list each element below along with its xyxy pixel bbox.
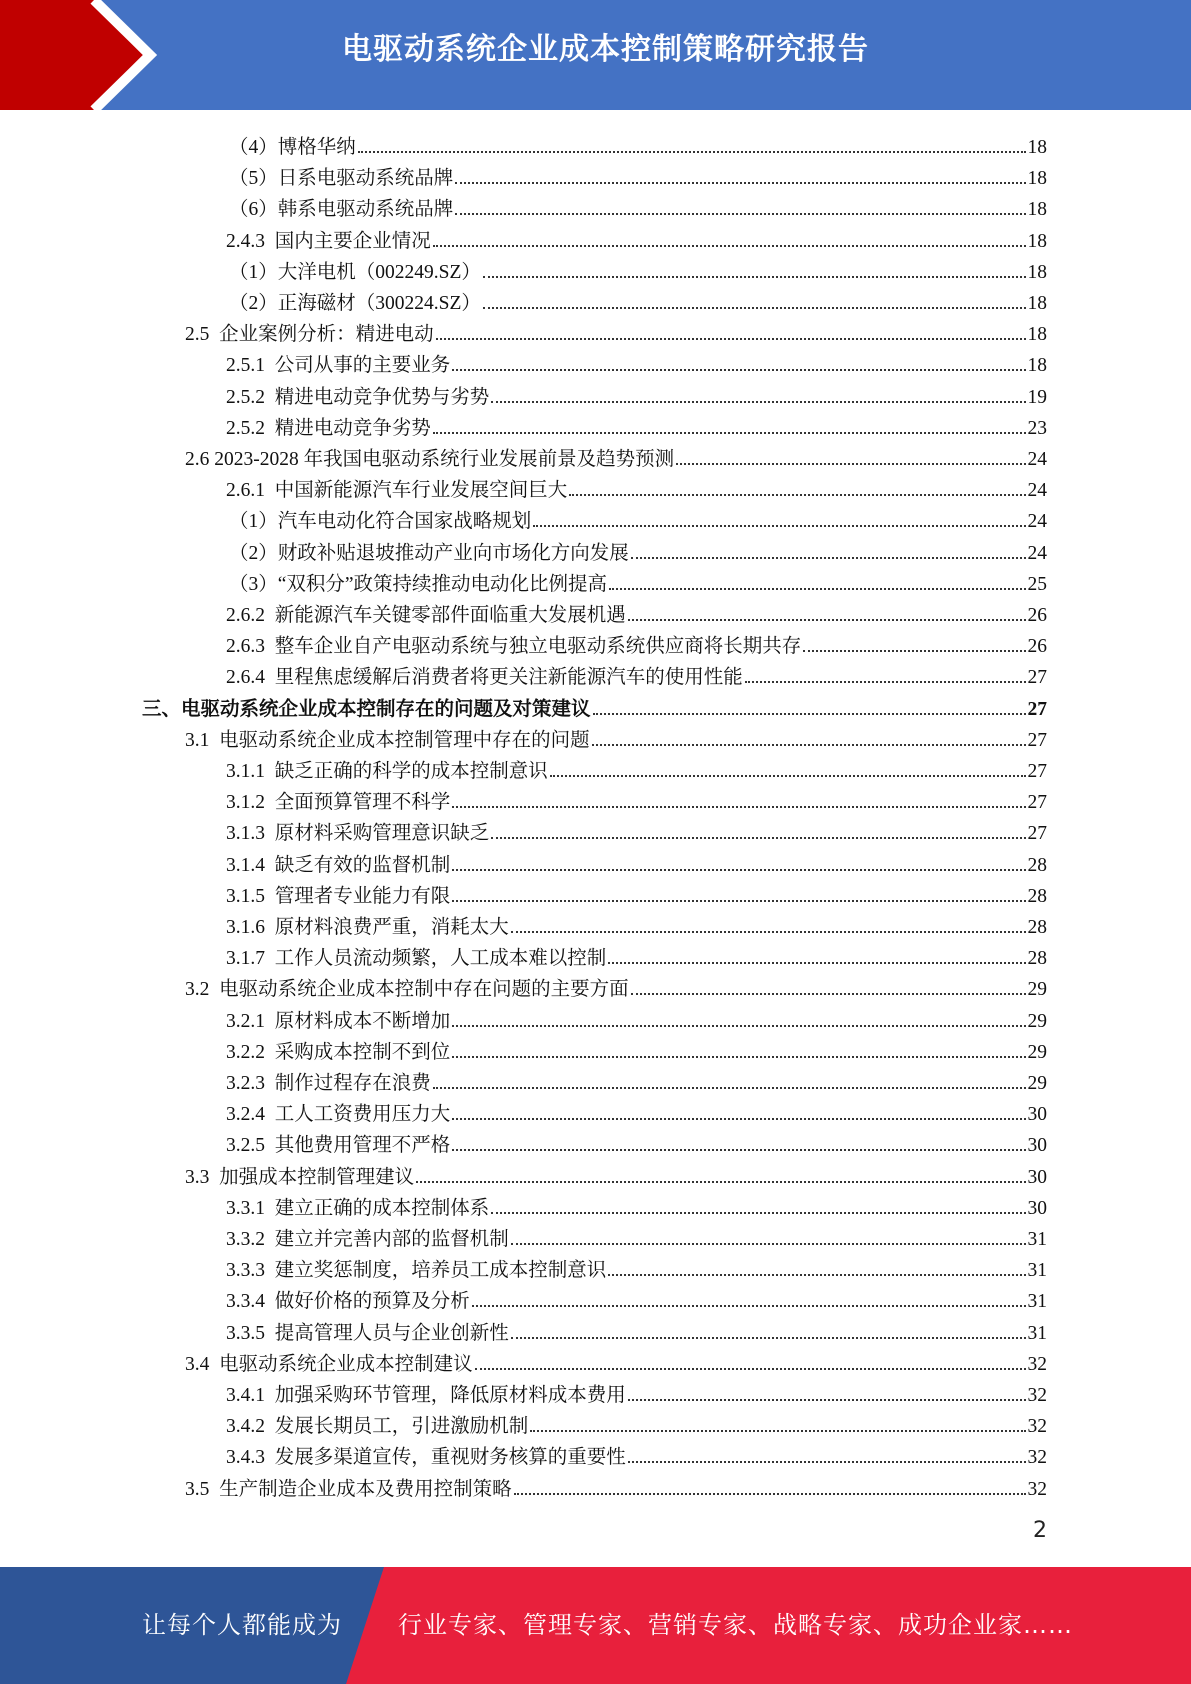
toc-entry-title: 3.1.4 缺乏有效的监督机制 <box>226 854 451 876</box>
toc-entry-page: 27 <box>1027 823 1047 845</box>
toc-entry-page: 32 <box>1027 1447 1047 1469</box>
toc-entry[interactable] <box>226 1376 1047 1407</box>
toc-dot-leader <box>433 245 1026 247</box>
toc-entry-page: 24 <box>1027 449 1047 470</box>
toc-entry[interactable] <box>226 846 1047 877</box>
toc-dot-leader <box>475 1368 1026 1370</box>
toc-entry-title: 2.4.3 国内主要企业情况 <box>226 230 431 252</box>
toc-entry-page: 28 <box>1027 917 1047 938</box>
toc-entry-page: 32 <box>1027 1478 1047 1500</box>
toc-entry-title: 3.3.4 做好价格的预算及分析 <box>226 1291 470 1313</box>
toc-entry-title: 3.1.5 管理者专业能力有限 <box>226 885 451 907</box>
toc-entry-page: 28 <box>1027 885 1047 907</box>
toc-entry-title: 3.3.3 建立奖惩制度，培养员工成本控制意识 <box>226 1260 607 1282</box>
toc-entry-title: （2）财政补贴退坡推动产业向市场化方向发展 <box>229 542 629 564</box>
toc-dot-leader <box>452 1056 1025 1058</box>
toc-entry-title: 2.6.2 新能源汽车关键零部件面临重大发展机遇 <box>226 605 626 626</box>
toc-entry-page: 30 <box>1027 1166 1047 1188</box>
toc-dot-leader <box>608 1274 1025 1276</box>
toc-entry[interactable] <box>226 1095 1047 1126</box>
toc-dot-leader <box>455 182 1025 184</box>
toc-entry[interactable] <box>185 721 1047 752</box>
toc-entry-title: 3.4.3 发展多渠道宣传，重视财务核算的重要性 <box>226 1447 626 1469</box>
toc-entry-title: 3.2.1 原材料成本不断增加 <box>226 1010 451 1032</box>
toc-entry-title: 2.5.2 精进电动竞争劣势 <box>226 417 431 439</box>
toc-entry-page: 31 <box>1027 1291 1047 1313</box>
toc-entry-title: 3.1.6 原材料浪费严重，消耗太大 <box>226 917 509 938</box>
toc-entry-page: 29 <box>1027 1073 1047 1094</box>
toc-entry-title: （5）日系电驱动系统品牌 <box>229 168 454 190</box>
toc-entry-page: 31 <box>1027 1322 1047 1344</box>
toc-entry[interactable] <box>226 471 1047 502</box>
toc-entry[interactable] <box>226 596 1047 627</box>
toc-entry-title: 3.2.4 工人工资费用压力大 <box>226 1104 451 1126</box>
toc-entry-page: 18 <box>1027 137 1047 158</box>
toc-entry[interactable] <box>229 502 1047 533</box>
toc-entry-page: 19 <box>1027 386 1047 408</box>
toc-dot-leader <box>745 681 1026 683</box>
toc-entry[interactable] <box>226 1126 1047 1157</box>
toc-entry[interactable] <box>226 222 1047 253</box>
report-title: 电驱动系统企业成本控制策略研究报告 <box>342 32 869 67</box>
toc-entry[interactable] <box>226 378 1047 409</box>
toc-entry[interactable] <box>226 1407 1047 1438</box>
toc-entry[interactable] <box>226 1220 1047 1251</box>
toc-entry-page: 32 <box>1027 1353 1047 1375</box>
toc-entry[interactable] <box>226 814 1047 845</box>
toc-entry[interactable] <box>185 440 1047 471</box>
toc-dot-leader <box>511 1243 1026 1245</box>
toc-entry[interactable] <box>226 1064 1047 1095</box>
toc-entry-page: 27 <box>1027 729 1047 751</box>
toc-entry-page: 29 <box>1027 1010 1047 1032</box>
toc-entry-page: 18 <box>1027 199 1047 221</box>
toc-dot-leader <box>491 1212 1025 1214</box>
toc-entry-page: 26 <box>1027 636 1047 658</box>
toc-entry-page: 32 <box>1027 1385 1047 1406</box>
toc-dot-leader <box>628 1461 1026 1463</box>
toc-dot-leader <box>452 369 1025 371</box>
toc-dot-leader <box>676 463 1025 465</box>
toc-entry-title: 2.6.4 里程焦虑缓解后消费者将更关注新能源汽车的使用性能 <box>226 667 743 689</box>
toc-dot-leader <box>483 307 1026 309</box>
toc-entry[interactable] <box>229 159 1047 190</box>
toc-entry-title: （1）大洋电机（002249.SZ） <box>229 261 481 283</box>
toc-entry[interactable] <box>226 1251 1047 1282</box>
toc-entry[interactable] <box>185 1158 1047 1189</box>
toc-entry-page: 31 <box>1027 1229 1047 1250</box>
toc-dot-leader <box>803 650 1025 652</box>
toc-entry-title: 3.3.5 提高管理人员与企业创新性 <box>226 1322 509 1344</box>
toc-entry[interactable] <box>185 1345 1047 1376</box>
toc-dot-leader <box>511 1337 1026 1339</box>
toc-dot-leader <box>609 588 1025 590</box>
toc-entry-title: （2）正海磁材（300224.SZ） <box>229 293 481 314</box>
toc-entry-title: （3）“双积分”政策持续推动电动化比例提高 <box>229 573 608 595</box>
toc-entry[interactable] <box>226 1189 1047 1220</box>
toc-entry[interactable] <box>229 253 1047 284</box>
toc-entry[interactable] <box>226 783 1047 814</box>
toc-entry-page: 31 <box>1027 1260 1047 1282</box>
toc-entry-title: 2.5 企业案例分析：精进电动 <box>185 324 434 346</box>
toc-dot-leader <box>452 806 1025 808</box>
toc-entry-title: （6）韩系电驱动系统品牌 <box>229 199 454 221</box>
toc-dot-leader <box>550 775 1026 777</box>
toc-dot-leader <box>491 401 1025 403</box>
toc-dot-leader <box>452 1025 1025 1027</box>
toc-entry-page: 18 <box>1027 324 1047 346</box>
toc-dot-leader <box>593 713 1026 715</box>
toc-entry-title: 3.1.7 工作人员流动频繁，人工成本难以控制 <box>226 948 607 970</box>
toc-entry-page: 27 <box>1027 761 1047 782</box>
toc-dot-leader <box>628 1399 1026 1401</box>
toc-entry[interactable] <box>226 627 1047 658</box>
toc-entry-page: 28 <box>1027 948 1047 970</box>
toc-entry[interactable] <box>226 658 1047 689</box>
toc-entry[interactable] <box>185 315 1047 346</box>
toc-entry[interactable] <box>185 970 1047 1001</box>
footer-slogan-left: 让每个人都能成为 <box>142 1611 342 1639</box>
toc-dot-leader <box>514 1493 1026 1495</box>
toc-entry-title: 3.3.1 建立正确的成本控制体系 <box>226 1197 490 1219</box>
toc-entry-title: 3.1.1 缺乏正确的科学的成本控制意识 <box>226 761 548 782</box>
toc-entry[interactable] <box>226 1438 1047 1469</box>
toc-entry-page: 29 <box>1027 1041 1047 1063</box>
toc-dot-leader <box>455 213 1025 215</box>
toc-entry[interactable] <box>226 1282 1047 1313</box>
toc-entry-title: 3.3.2 建立并完善内部的监督机制 <box>226 1229 509 1250</box>
toc-entry-title: 3.4 电驱动系统企业成本控制建议 <box>185 1353 473 1375</box>
toc-entry-title: 2.6.3 整车企业自产电驱动系统与独立电驱动系统供应商将长期共存 <box>226 636 802 658</box>
toc-entry-title: 3.4.1 加强采购环节管理，降低原材料成本费用 <box>226 1385 626 1406</box>
toc-dot-leader <box>608 962 1025 964</box>
toc-entry-page: 28 <box>1027 854 1047 876</box>
toc-entry-page: 29 <box>1027 979 1047 1001</box>
toc-dot-leader <box>569 494 1025 496</box>
toc-entry-page: 24 <box>1027 480 1047 502</box>
toc-dot-leader <box>631 557 1026 559</box>
toc-entry-page: 32 <box>1027 1416 1047 1438</box>
toc-entry[interactable] <box>226 752 1047 783</box>
toc-entry[interactable] <box>185 1470 1047 1501</box>
toc-entry-title: 3.1.2 全面预算管理不科学 <box>226 792 451 814</box>
toc-entry-page: 23 <box>1027 417 1047 439</box>
toc-entry-title: （1）汽车电动化符合国家战略规划 <box>229 511 532 533</box>
toc-entry-page: 18 <box>1027 355 1047 377</box>
toc-entry-title: 2.6 2023-2028 年我国电驱动系统行业发展前景及趋势预测 <box>185 449 675 470</box>
toc-dot-leader <box>358 151 1026 153</box>
toc-dot-leader <box>416 1181 1025 1183</box>
toc-entry-page: 25 <box>1027 573 1047 595</box>
toc-entry[interactable] <box>229 190 1047 221</box>
toc-entry-page: 26 <box>1027 605 1047 626</box>
toc-chapter-entry[interactable] <box>142 690 1047 721</box>
toc-dot-leader <box>472 1305 1026 1307</box>
toc-entry-page: 27 <box>1027 667 1047 689</box>
toc-entry-page: 18 <box>1027 230 1047 252</box>
toc-entry-title: 2.5.2 精进电动竞争优势与劣势 <box>226 386 490 408</box>
toc-entry-page: 24 <box>1027 511 1047 533</box>
toc-entry-page: 27 <box>1027 792 1047 814</box>
toc-entry-title: 三、电驱动系统企业成本控制存在的问题及对策建议 <box>142 698 591 720</box>
toc-entry[interactable] <box>229 565 1047 596</box>
toc-entry-page: 18 <box>1027 168 1047 190</box>
toc-entry[interactable] <box>226 939 1047 970</box>
toc-entry-page: 18 <box>1027 293 1047 314</box>
toc-dot-leader <box>433 1087 1026 1089</box>
toc-entry[interactable] <box>229 128 1047 159</box>
page-footer <box>0 1567 1191 1684</box>
toc-entry-page: 30 <box>1027 1104 1047 1126</box>
toc-entry-title: 3.2.5 其他费用管理不严格 <box>226 1135 451 1157</box>
toc-entry-title: 3.4.2 发展长期员工，引进激励机制 <box>226 1416 529 1438</box>
toc-dot-leader <box>452 1118 1025 1120</box>
toc-entry-page: 27 <box>1027 698 1047 720</box>
toc-entry[interactable] <box>226 877 1047 908</box>
toc-entry-title: （4）博格华纳 <box>229 137 356 158</box>
toc-entry-title: 3.1 电驱动系统企业成本控制管理中存在的问题 <box>185 729 590 751</box>
toc-entry-title: 3.1.3 原材料采购管理意识缺乏 <box>226 823 490 845</box>
toc-dot-leader <box>452 869 1025 871</box>
toc-entry[interactable] <box>226 1002 1047 1033</box>
toc-entry-page: 30 <box>1027 1135 1047 1157</box>
toc-entry[interactable] <box>229 534 1047 565</box>
toc-dot-leader <box>533 525 1025 527</box>
toc-dot-leader <box>592 744 1026 746</box>
toc-entry-title: 3.5 生产制造企业成本及费用控制策略 <box>185 1478 512 1500</box>
toc-dot-leader <box>436 338 1026 340</box>
toc-dot-leader <box>483 276 1026 278</box>
toc-dot-leader <box>491 837 1025 839</box>
toc-dot-leader <box>452 1149 1025 1151</box>
toc-entry-title: 3.2 电驱动系统企业成本控制中存在问题的主要方面 <box>185 979 629 1001</box>
toc-entry-title: 2.6.1 中国新能源汽车行业发展空间巨大 <box>226 480 568 502</box>
toc-dot-leader <box>452 900 1025 902</box>
toc-entry[interactable] <box>226 409 1047 440</box>
toc-entry[interactable] <box>229 284 1047 315</box>
toc-entry[interactable] <box>226 346 1047 377</box>
toc-entry[interactable] <box>226 1033 1047 1064</box>
toc-dot-leader <box>628 619 1026 621</box>
page-number: 2 <box>1033 1518 1047 1543</box>
toc-entry-page: 30 <box>1027 1197 1047 1219</box>
toc-entry-title: 3.2.2 采购成本控制不到位 <box>226 1041 451 1063</box>
toc-entry[interactable] <box>226 908 1047 939</box>
toc-dot-leader <box>511 931 1026 933</box>
toc-dot-leader <box>433 432 1026 434</box>
toc-entry[interactable] <box>226 1314 1047 1345</box>
toc-entry-title: 3.3 加强成本控制管理建议 <box>185 1166 415 1188</box>
footer-slogan-right: 行业专家、管理专家、营销专家、战略专家、成功企业家…… <box>398 1611 1073 1639</box>
toc-entry-title: 3.2.3 制作过程存在浪费 <box>226 1073 431 1094</box>
page-header <box>0 0 1191 110</box>
toc-dot-leader <box>530 1430 1025 1432</box>
toc-entry-title: 2.5.1 公司从事的主要业务 <box>226 355 451 377</box>
toc-entry-page: 18 <box>1027 261 1047 283</box>
toc-dot-leader <box>631 993 1026 995</box>
toc-entry-page: 24 <box>1027 542 1047 564</box>
